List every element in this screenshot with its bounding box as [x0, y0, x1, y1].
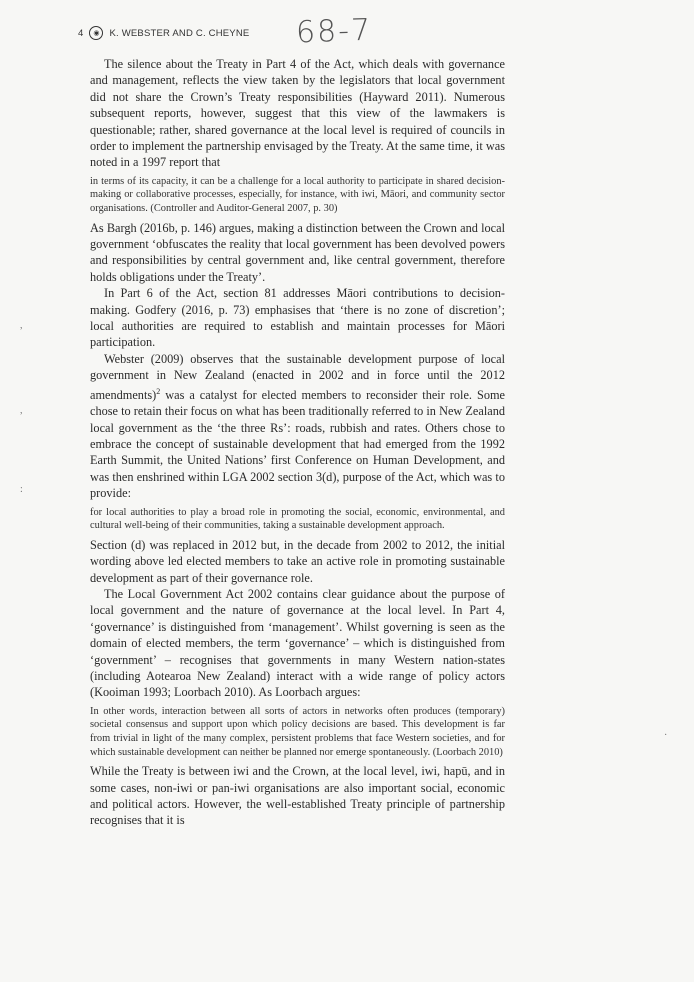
paragraph-text: was a catalyst for elected members to reconsider their role. Some chose to retain their focus on what has been traditionally referred to in New Zealand local government as the ‘the three Rs’: roads, rubbish and rates. Others chose to embrace the concept of sustainable development that had emerged from the 1992 Earth Summit, the United Nations’ first Conference on Human Development, and was then enshrined within LGA 2002 section 3(d), purpose of the Act, which was to provide:	[90, 387, 505, 501]
block-quote: in terms of its capacity, it can be a challenge for a local authority to participate in shared decision-making or collaborative processes, especially, for instance, with iwi, Māori, and community sector organisations. (Controller and Auditor-General 2007, p. 30)	[90, 175, 505, 215]
paragraph	[90, 351, 505, 502]
block-quote: In other words, interaction between all sorts of actors in networks often produces (temporary) societal consensus and support upon which policy decisions are based. This development is far from trivial in light of the many complex, persistent problems that face Western societies, and for which sustainable development can neither be planned nor emerge spontaneously. (Loorbach 2010)	[90, 705, 505, 758]
handwritten-annotation: 68-7	[295, 12, 373, 51]
publisher-logo-icon: ◉	[89, 26, 103, 40]
paragraph: While the Treaty is between iwi and the Crown, at the local level, iwi, hapū, and in some cases, non-iwi or pan-iwi organisations are also important social, economic and political actors. However, the well-established Treaty principle of partnership recognises that it is	[90, 764, 505, 828]
block-quote: for local authorities to play a broad role in promoting the social, economic, environmental, and cultural well-being of their communities, taking a sustainable development approach.	[90, 506, 505, 532]
article-body	[90, 56, 505, 829]
paragraph: As Bargh (2016b, p. 146) argues, making a distinction between the Crown and local government ‘obfuscates the reality that local government has been devolved powers and responsibilities by central government and, like central government, therefore holds obligations under the Treaty’.	[90, 220, 505, 284]
paragraph: In Part 6 of the Act, section 81 addresses Māori contributions to decision-making. Godfery (2016, p. 73) emphasises that ‘there is no zone of discretion’; local authorities are required to establish and maintain processes for Māori participation.	[90, 286, 505, 350]
running-header	[78, 26, 249, 40]
running-head-authors: K. WEBSTER AND C. CHEYNE	[109, 27, 250, 39]
margin-mark: :	[20, 484, 23, 495]
margin-mark: ,	[20, 320, 23, 331]
page-number: 4	[78, 27, 84, 39]
margin-mark: ,	[20, 405, 23, 416]
margin-mark: ·	[664, 730, 668, 741]
paragraph-text: Webster (2009) observes that the sustainable development purpose of local government in New Zealand (enacted in 2002 and in force until the 2012 amendments)	[90, 351, 505, 402]
paragraph: The Local Government Act 2002 contains clear guidance about the purpose of local government and the nature of governance at the local level. In Part 4, ‘governance’ is distinguished from ‘management’. Whilst governing is seen as the domain of elected members, the term ‘governance’ – which is distinguished from ‘government’ – recognises that governments in many Western nation-states (including Aotearoa New Zealand) interact with a wide range of policy actors (Kooiman 1993; Loorbach 2010). As Loorbach argues:	[90, 587, 505, 700]
paragraph: The silence about the Treaty in Part 4 of the Act, which deals with governance and management, reflects the view taken by the legislators that local government did not share the Crown’s Treaty responsibilities (Hayward 2011). Numerous subsequent reports, however, suggest that this view of the lawmakers is questionable; rather, shared governance at the local level is required of councils in order to implement the partnership envisaged by the Treaty. At the same time, it was noted in a 1997 report that	[90, 57, 505, 170]
footnote-marker[interactable]: 2	[156, 386, 161, 396]
paragraph: Section (d) was replaced in 2012 but, in the decade from 2002 to 2012, the initial wording above led elected members to take an active role in promoting sustainable development as part of their governance role.	[90, 537, 505, 585]
